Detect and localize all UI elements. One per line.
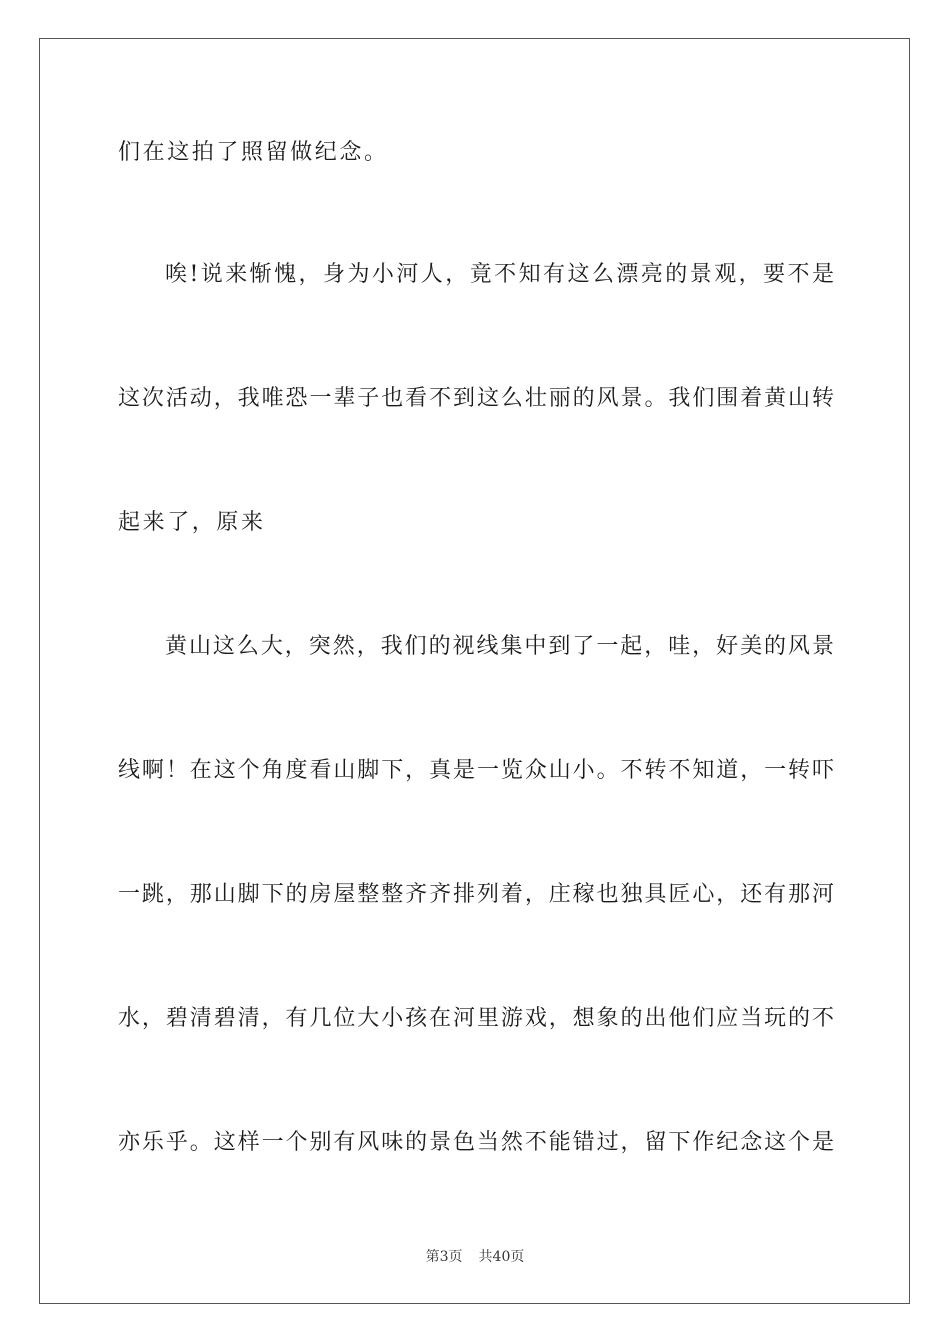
page-frame bbox=[39, 38, 910, 1304]
page-footer bbox=[0, 1248, 950, 1266]
body-text-line: 线啊！在这个角度看山脚下，真是一览众山小。不转不知道，一转吓 bbox=[118, 758, 834, 783]
body-text-line: 们在这拍了照留做纪念。 bbox=[118, 140, 389, 165]
body-text-line: 起来了，原来 bbox=[118, 510, 266, 535]
body-text-line: 这次活动，我唯恐一辈子也看不到这么壮丽的风景。我们围着黄山转 bbox=[118, 386, 834, 411]
body-text-line: 一跳，那山脚下的房屋整整齐齐排列着，庄稼也独具匠心，还有那河 bbox=[118, 882, 834, 907]
body-text-line: 黄山这么大，突然，我们的视线集中到了一起，哇，好美的风景 bbox=[165, 634, 834, 659]
body-text-line: 水，碧清碧清，有几位大小孩在河里游戏，想象的出他们应当玩的不 bbox=[118, 1006, 834, 1031]
body-text-line: 唉!说来惭愧，身为小河人，竟不知有这么漂亮的景观，要不是 bbox=[165, 262, 834, 287]
page-number: 第3页 bbox=[425, 1249, 463, 1265]
page-total: 共40页 bbox=[478, 1249, 525, 1265]
body-text-line: 亦乐乎。这样一个别有风味的景色当然不能错过，留下作纪念这个是 bbox=[118, 1130, 834, 1155]
